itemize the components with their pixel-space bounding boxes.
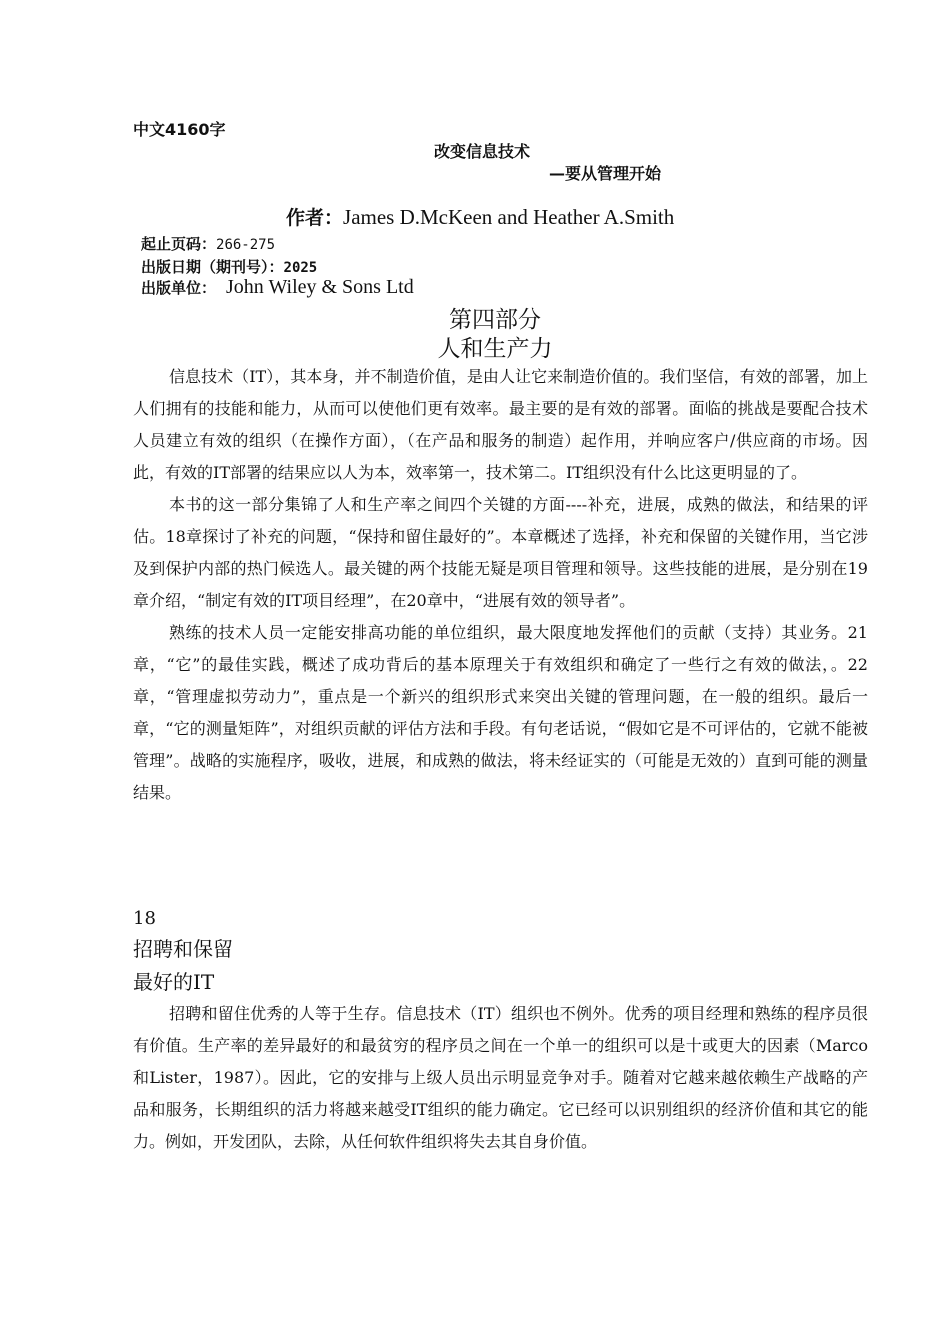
intro-paragraph: 信息技术（IT），其本身，并不制造价值，是由人让它来制造价值的。我们坚信，有效的部署，加上人们拥有的技能和能力，从而可以使他们更有效率。最主要的是有效的部署。面临的挑战是要配合技术人员建立有效的组织（在操作方面），（在产品和服务的制造）起作用，并响应客户/供应商的市场。因此，有效的IT部署的结果应以人为本，效率第一，技术第二。IT组织没有什么比这更明显的了。: [133, 367, 868, 482]
intro-paragraph: 熟练的技术人员一定能安排高功能的单位组织，最大限度地发挥他们的贡献（支持）其业务。21章，“它”的最佳实践，概述了成功背后的基本原理关于有效组织和确定了一些行之有效的做法，。22章，“管理虚拟劳动力”，重点是一个新兴的组织形式来突出关键的管理问题，在一般的组织。最后一章，“它的测量矩阵”，对组织贡献的评估方法和手段。有句老话说，“假如它是不可评估的，它就不能被管理”。战略的实施程序，吸收，进展，和成熟的做法，将未经证实的（可能是无效的）直到可能的测量结果。: [133, 623, 868, 802]
pages-line: [141, 233, 275, 254]
chapter-title-line1: 招聘和保留: [133, 937, 233, 961]
author-line: [286, 203, 674, 230]
part-name: 人和生产力: [437, 336, 553, 362]
date-value: 2025: [283, 260, 318, 276]
publisher-value: John Wiley & Sons Ltd: [226, 276, 414, 298]
publisher-label: 出版单位：: [141, 279, 217, 297]
document-title: 改变信息技术: [434, 142, 531, 161]
word-count: 中文4160字: [133, 120, 226, 139]
pages-value: 266-275: [216, 237, 276, 253]
document-subtitle: —要从管理开始: [549, 164, 662, 183]
pages-label: 起止页码：: [141, 235, 217, 253]
chapter-number: 18: [133, 908, 156, 929]
date-line: [141, 256, 317, 277]
publisher-line: [141, 276, 414, 299]
author-value: James D.McKeen and Heather A.Smith: [343, 205, 675, 229]
chapter-paragraph: 招聘和留住优秀的人等于生存。信息技术（IT）组织也不例外。优秀的项目经理和熟练的程序员很有价值。生产率的差异最好的和最贫穷的程序员之间在一个单一的组织可以是十或更大的因素（Marco和Lister，1987）。因此，它的安排与上级人员出示明显竞争对手。随着对它越来越依赖生产战略的产品和服务，长期组织的活力将越来越受IT组织的能力确定。它已经可以识别组织的经济价值和其它的能力。例如，开发团队，去除，从任何软件组织将失去其自身价值。: [133, 1004, 868, 1151]
date-label: 出版日期（期刊号）：: [141, 258, 284, 276]
intro-paragraph: 本书的这一部分集锦了人和生产率之间四个关键的方面----补充，进展，成熟的做法，和结果的评估。18章探讨了补充的问题，“保持和留住最好的”。本章概述了选择，补充和保留的关键作用，当它涉及到保护内部的热门候选人。最关键的两个技能无疑是项目管理和领导。这些技能的进展，是分别在19章介绍，“制定有效的IT项目经理”，在20章中，“进展有效的领导者”。: [133, 495, 868, 610]
intro-section: [133, 361, 868, 809]
part-number: 第四部分: [449, 307, 541, 333]
chapter-title-line2: 最好的IT: [133, 970, 215, 994]
author-label: 作者：: [286, 207, 344, 229]
chapter-section: [133, 998, 868, 1158]
